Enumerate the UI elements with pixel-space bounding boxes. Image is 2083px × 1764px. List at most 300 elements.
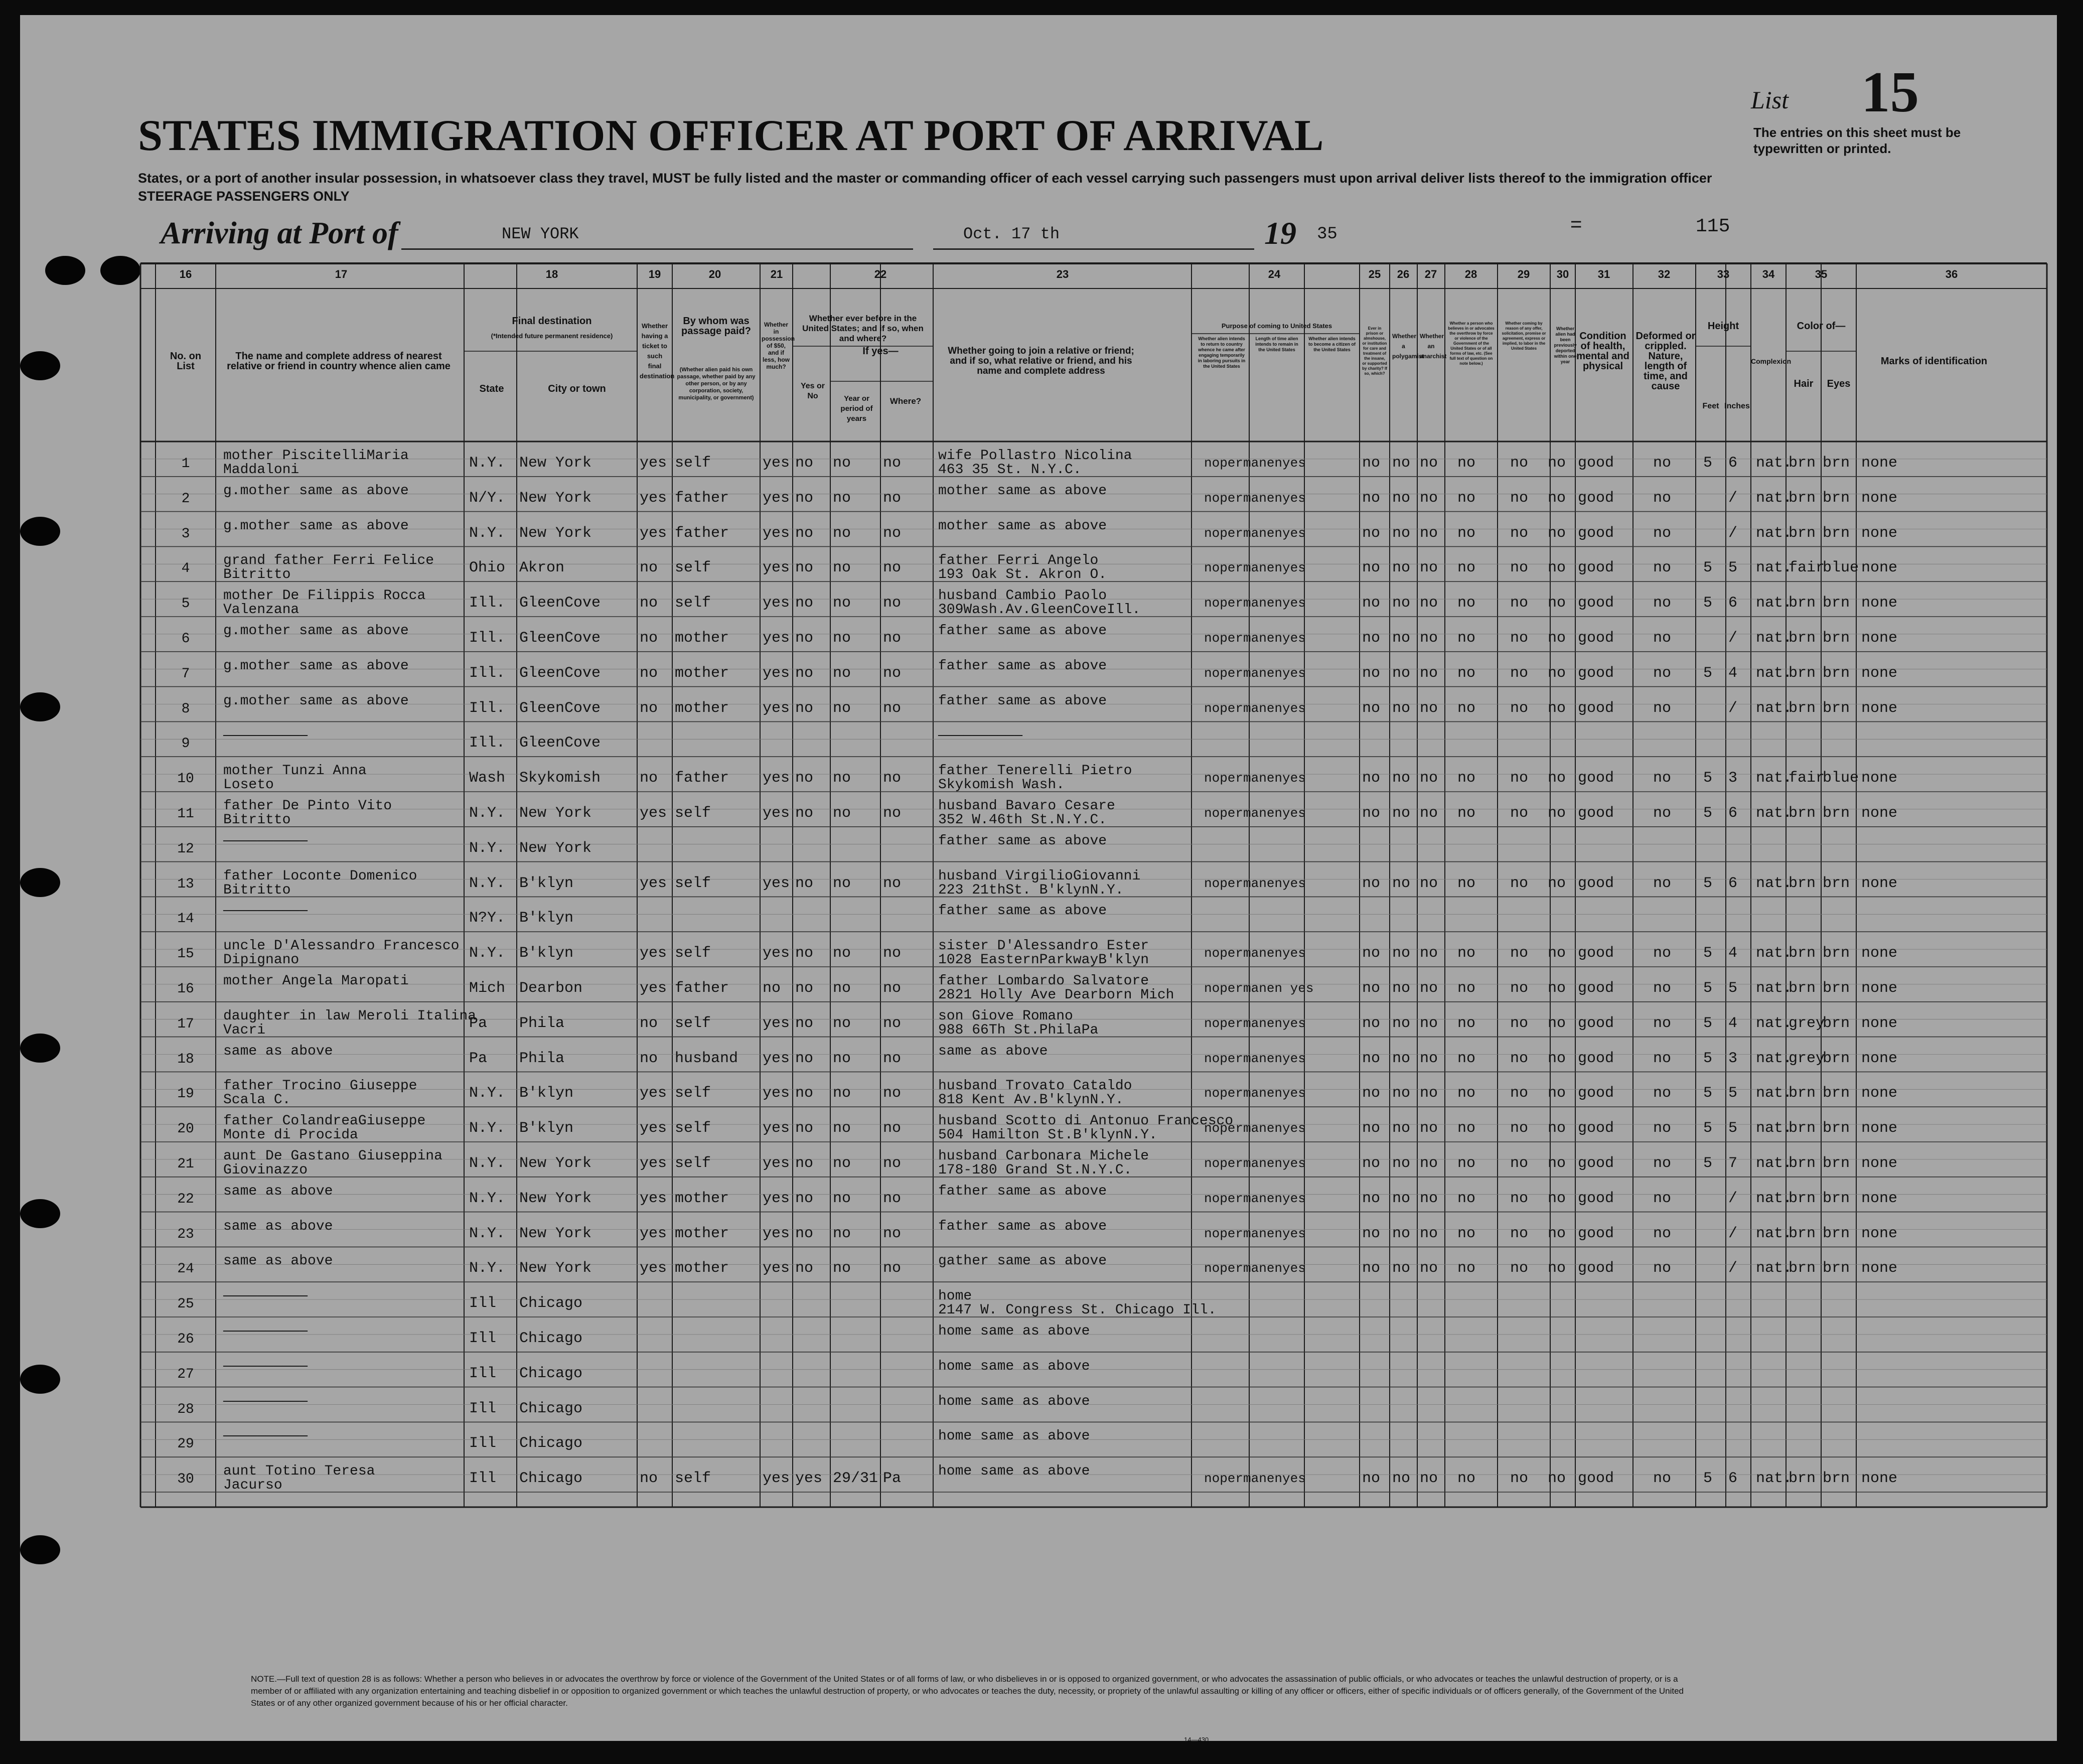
column-number: 17 (335, 268, 348, 280)
cell-c26: no (1392, 1085, 1411, 1102)
cell-c27: no (1420, 699, 1438, 717)
cell-deform: no (1653, 524, 1672, 542)
cell-state: Ill. (469, 699, 506, 717)
cell-c25: no (1362, 454, 1381, 472)
cell-c29: no (1510, 595, 1529, 612)
cell-period: no (833, 595, 851, 612)
cell-c28: no (1457, 1225, 1476, 1242)
cell-c29: no (1510, 1050, 1529, 1067)
cell-paid: self (675, 1120, 711, 1137)
cell-c28: no (1457, 945, 1476, 962)
cell-city: New York (519, 1260, 592, 1277)
sheet-number: 115 (1696, 216, 1730, 237)
header-final-destination: Final destination (512, 316, 592, 327)
cell-state: Ill. (469, 664, 506, 682)
cell-c25: no (1362, 1225, 1381, 1242)
cell-c25: no (1362, 559, 1381, 577)
cell-joining: father same as above (938, 903, 1107, 919)
cell-health: good (1578, 1260, 1614, 1277)
header-purpose-a: Whether alien intends to return to country whence he came after engaging temporarily in laboring pursuits in the United States (1198, 336, 1246, 369)
cell-complexion: nat. (1756, 1154, 1793, 1172)
cell-period: no (833, 945, 851, 962)
cell-before: no (795, 1085, 814, 1102)
document-title: STATES IMMIGRATION OFFICER AT PORT OF ARRIVAL (138, 111, 1324, 160)
cell-inches: / (1728, 1260, 1738, 1277)
cell-where: no (883, 1050, 902, 1067)
cell-health: good (1578, 770, 1614, 787)
cell-c28: no (1457, 1190, 1476, 1207)
cell-hair: brn (1789, 945, 1816, 962)
cell-marks: none (1861, 629, 1898, 647)
cell-city: GleenCove (519, 664, 601, 682)
cell-c27: no (1420, 804, 1438, 822)
cell-inches: 5 (1728, 979, 1738, 997)
cell-paid: self (675, 804, 711, 822)
row-number: 4 (181, 561, 190, 577)
cell-relative: mother Angela Maropati (223, 973, 409, 989)
cell-period: no (833, 1260, 851, 1277)
cell-health: good (1578, 454, 1614, 472)
cell-period: no (833, 1085, 851, 1102)
cell-paid: self (675, 1085, 711, 1102)
cell-city: Chicago (519, 1435, 583, 1452)
cell-paid: father (675, 979, 729, 997)
header-where: Where? (889, 396, 922, 406)
list-number: 15 (1861, 60, 1919, 124)
cell-purpose: nopermanenyes (1204, 1191, 1306, 1206)
cell-c30: no (1548, 1225, 1566, 1242)
cell-health: good (1578, 945, 1614, 962)
cell-feet: 5 (1703, 664, 1713, 682)
cell-eyes: brn (1823, 1225, 1850, 1242)
cell-deform: no (1653, 770, 1672, 787)
cell-joining: home same as above (938, 1463, 1090, 1480)
cell-purpose: nopermanenyes (1204, 805, 1306, 821)
cell-state: Ill. (469, 734, 506, 752)
cell-city: Chicago (519, 1470, 583, 1488)
cell-c29: no (1510, 699, 1529, 717)
cell-where: no (883, 979, 902, 997)
cell-ticket: yes (640, 1190, 667, 1207)
cell-joining: mother same as above (938, 518, 1107, 534)
cell-marks: none (1861, 664, 1898, 682)
cell-purpose: nopermanenyes (1204, 1226, 1306, 1241)
header-city: City or town (548, 383, 606, 394)
column-number: 34 (1762, 268, 1775, 280)
cell-paid: father (675, 524, 729, 542)
header-before: Whether ever before in the United States; and if so, when and where? (802, 314, 924, 343)
cell-c25: no (1362, 979, 1381, 997)
cell-complexion: nat. (1756, 559, 1793, 577)
cell-relative: —————————— (223, 833, 308, 849)
cell-c25: no (1362, 770, 1381, 787)
cell-joining: father same as above (938, 623, 1107, 639)
cell-eyes: brn (1823, 874, 1850, 892)
header-state: State (479, 383, 504, 394)
cell-poss: yes (763, 804, 790, 822)
cell-city: Dearbon (519, 979, 583, 997)
cell-deform: no (1653, 945, 1672, 962)
cell-joining: husband Scotto di Antonuo Francesco (938, 1113, 1234, 1129)
cell-poss: yes (763, 1050, 790, 1067)
cell-marks: none (1861, 945, 1898, 962)
cell-relative: mother De Filippis Rocca (223, 588, 426, 604)
cell-relative2: Scala C. (223, 1092, 291, 1108)
cell-feet: 5 (1703, 1014, 1713, 1032)
cell-eyes: brn (1823, 1154, 1850, 1172)
cell-where: no (883, 664, 902, 682)
cell-c30: no (1548, 699, 1566, 717)
header-relative: The name and complete address of nearest relative or friend in country whence alien came (227, 351, 451, 372)
cell-ticket: no (640, 664, 658, 682)
cell-hair: brn (1789, 1190, 1816, 1207)
cell-eyes: brn (1823, 664, 1850, 682)
cell-joining: father same as above (938, 693, 1107, 709)
cell-poss: yes (763, 595, 790, 612)
cell-health: good (1578, 629, 1614, 647)
cell-city: B'klyn (519, 1120, 574, 1137)
cell-state: N.Y. (469, 1154, 506, 1172)
cell-inches: 6 (1728, 874, 1738, 892)
cell-c29: no (1510, 454, 1529, 472)
cell-relative: —————————— (223, 1393, 308, 1409)
cell-state: Ill (469, 1295, 497, 1312)
cell-relative: daughter in law Meroli Italina (223, 1008, 477, 1024)
cell-paid: self (675, 1154, 711, 1172)
cell-joining: gather same as above (938, 1253, 1107, 1269)
header-yes-no: Yes or No (800, 382, 825, 400)
cell-feet: 5 (1703, 945, 1713, 962)
cell-inches: 6 (1728, 595, 1738, 612)
cell-paid: self (675, 454, 711, 472)
column-number: 35 (1815, 268, 1828, 280)
cell-c29: no (1510, 1085, 1529, 1102)
cell-where: no (883, 595, 902, 612)
cell-complexion: nat. (1756, 1085, 1793, 1102)
cell-inches: 3 (1728, 1050, 1738, 1067)
cell-marks: none (1861, 1014, 1898, 1032)
cell-marks: none (1861, 559, 1898, 577)
cell-relative: g.mother same as above (223, 483, 409, 499)
cell-state: Mich (469, 979, 506, 997)
cell-joining2: 352 W.46th St.N.Y.C. (938, 812, 1107, 828)
header-purpose: Purpose of coming to United States (1221, 322, 1332, 330)
cell-c25: no (1362, 1014, 1381, 1032)
cell-c28: no (1457, 770, 1476, 787)
cell-purpose: nopermanenyes (1204, 665, 1306, 681)
row-number: 29 (177, 1436, 194, 1452)
row-number: 23 (177, 1226, 194, 1242)
cell-before: no (795, 664, 814, 682)
cell-c27: no (1420, 1225, 1438, 1242)
cell-deform: no (1653, 489, 1672, 507)
cell-relative: father ColandreaGiuseppe (223, 1113, 426, 1129)
row-number: 25 (177, 1296, 194, 1312)
cell-c27: no (1420, 524, 1438, 542)
cell-c25: no (1362, 1190, 1381, 1207)
cell-complexion: nat. (1756, 874, 1793, 892)
row-number: 5 (181, 596, 190, 612)
cell-marks: none (1861, 595, 1898, 612)
cell-hair: brn (1789, 804, 1816, 822)
cell-period: no (833, 629, 851, 647)
cell-relative: father De Pinto Vito (223, 798, 392, 814)
cell-inches: / (1728, 1190, 1738, 1207)
cell-city: GleenCove (519, 699, 601, 717)
cell-c27: no (1420, 1120, 1438, 1137)
cell-complexion: nat. (1756, 1225, 1793, 1242)
cell-where: no (883, 489, 902, 507)
cell-complexion: nat. (1756, 629, 1793, 647)
row-number: 19 (177, 1086, 194, 1102)
row-number: 3 (181, 526, 190, 542)
cell-where: no (883, 804, 902, 822)
cell-joining: father Lombardo Salvatore (938, 973, 1149, 989)
cell-c30: no (1548, 1260, 1566, 1277)
cell-relative2: Bitritto (223, 882, 291, 898)
cell-deform: no (1653, 664, 1672, 682)
cell-health: good (1578, 1225, 1614, 1242)
cell-c29: no (1510, 770, 1529, 787)
cell-eyes: brn (1823, 699, 1850, 717)
cell-before: no (795, 1225, 814, 1242)
arriving-label: Arriving at Port of (161, 216, 398, 250)
cell-c26: no (1392, 1190, 1411, 1207)
cell-c26: no (1392, 1120, 1411, 1137)
cell-c27: no (1420, 1470, 1438, 1488)
cell-relative: grand father Ferri Felice (223, 553, 434, 569)
cell-purpose: nopermanenyes (1204, 490, 1306, 506)
cell-c27: no (1420, 489, 1438, 507)
cell-marks: none (1861, 804, 1898, 822)
cell-purpose: nopermanen yes (1204, 980, 1314, 996)
cell-c26: no (1392, 664, 1411, 682)
cell-eyes: brn (1823, 454, 1850, 472)
cell-before: yes (795, 1470, 823, 1488)
cell-c29: no (1510, 1470, 1529, 1488)
column-number: 20 (708, 268, 721, 280)
cell-c26: no (1392, 1470, 1411, 1488)
cell-ticket: no (640, 595, 658, 612)
cell-paid: self (675, 945, 711, 962)
cell-city: Phila (519, 1014, 565, 1032)
header-ticket: Whether having a ticket to such final destination (640, 322, 675, 380)
cell-marks: none (1861, 1050, 1898, 1067)
cell-relative: father Trocino Giuseppe (223, 1078, 417, 1094)
cell-period: no (833, 1120, 851, 1137)
cell-state: N.Y. (469, 804, 506, 822)
year-prefix: 19 (1264, 215, 1296, 251)
cell-state: N.Y. (469, 839, 506, 857)
cell-feet: 5 (1703, 804, 1713, 822)
cell-joining: father same as above (938, 1218, 1107, 1234)
cell-health: good (1578, 1014, 1614, 1032)
cell-c28: no (1457, 454, 1476, 472)
cell-eyes: brn (1823, 524, 1850, 542)
row-number: 22 (177, 1191, 194, 1207)
cell-eyes: brn (1823, 489, 1850, 507)
cell-paid: self (675, 874, 711, 892)
cell-c26: no (1392, 524, 1411, 542)
cell-city: Chicago (519, 1400, 583, 1417)
cell-deform: no (1653, 699, 1672, 717)
cell-purpose: nopermanenyes (1204, 1051, 1306, 1066)
cell-hair: brn (1789, 1120, 1816, 1137)
cell-inches: 5 (1728, 559, 1738, 577)
cell-purpose: nopermanenyes (1204, 771, 1306, 786)
row-number: 27 (177, 1366, 194, 1382)
cell-c28: no (1457, 559, 1476, 577)
cell-inches: / (1728, 699, 1738, 717)
cell-c29: no (1510, 1154, 1529, 1172)
cell-c26: no (1392, 1225, 1411, 1242)
cell-joining: husband Trovato Cataldo (938, 1078, 1132, 1094)
cell-poss: yes (763, 1260, 790, 1277)
header-final-destination-note: (*Intended future permanent residence) (491, 332, 613, 340)
cell-c25: no (1362, 664, 1381, 682)
cell-ticket: no (640, 559, 658, 577)
cell-c29: no (1510, 1190, 1529, 1207)
cell-c28: no (1457, 1154, 1476, 1172)
cell-joining: wife Pollastro Nicolina (938, 448, 1132, 464)
cell-relative: aunt Totino Teresa (223, 1463, 375, 1480)
cell-purpose: nopermanenyes (1204, 1086, 1306, 1101)
cell-ticket: yes (640, 1085, 667, 1102)
header-deformed: Deformed or crippled. Nature, length of time, and cause (1635, 331, 1696, 392)
cell-where: no (883, 1190, 902, 1207)
cell-city: Akron (519, 559, 565, 577)
cell-inches: 6 (1728, 1470, 1738, 1488)
row-number: 7 (181, 666, 190, 682)
cell-purpose: nopermanenyes (1204, 455, 1306, 471)
column-number: 32 (1658, 268, 1671, 280)
cell-where: no (883, 945, 902, 962)
cell-c29: no (1510, 1225, 1529, 1242)
cell-paid: mother (675, 1260, 729, 1277)
cell-where: no (883, 1120, 902, 1137)
cell-c30: no (1548, 1154, 1566, 1172)
cell-c30: no (1548, 804, 1566, 822)
cell-inches: / (1728, 524, 1738, 542)
cell-paid: mother (675, 1190, 729, 1207)
cell-period: 29/31 (833, 1470, 878, 1488)
cell-deform: no (1653, 804, 1672, 822)
cell-before: no (795, 559, 814, 577)
cell-complexion: nat. (1756, 1190, 1793, 1207)
cell-period: no (833, 524, 851, 542)
cell-c27: no (1420, 664, 1438, 682)
cell-ticket: yes (640, 454, 667, 472)
cell-c30: no (1548, 524, 1566, 542)
column-number: 36 (1945, 268, 1958, 280)
cell-ticket: no (640, 629, 658, 647)
cell-purpose: nopermanenyes (1204, 875, 1306, 891)
cell-health: good (1578, 699, 1614, 717)
cell-before: no (795, 1050, 814, 1067)
cell-relative: —————————— (223, 1288, 308, 1304)
cell-health: good (1578, 1085, 1614, 1102)
column-number: 28 (1464, 268, 1477, 280)
cell-hair: grey (1789, 1014, 1825, 1032)
header-complexion: Complexion (1751, 357, 1792, 365)
column-number: 22 (874, 268, 887, 280)
cell-c26: no (1392, 595, 1411, 612)
cell-paid: father (675, 770, 729, 787)
year-suffix: 35 (1317, 225, 1337, 244)
cell-where: Pa (883, 1470, 902, 1488)
cell-c28: no (1457, 1014, 1476, 1032)
cell-before: no (795, 1190, 814, 1207)
cell-inches: / (1728, 629, 1738, 647)
header-purpose-b: Length of time alien intends to remain in the United States (1255, 336, 1298, 352)
cell-c27: no (1420, 979, 1438, 997)
cell-ticket: yes (640, 524, 667, 542)
cell-joining: husband Cambio Paolo (938, 588, 1107, 604)
cell-complexion: nat. (1756, 1014, 1793, 1032)
cell-joining: home same as above (938, 1393, 1090, 1409)
cell-ticket: yes (640, 1120, 667, 1137)
cell-state: Ill (469, 1365, 497, 1382)
cell-paid: mother (675, 699, 729, 717)
column-number: 24 (1268, 268, 1281, 280)
cell-state: Wash (469, 770, 506, 787)
cell-c25: no (1362, 874, 1381, 892)
cell-where: no (883, 874, 902, 892)
cell-before: no (795, 699, 814, 717)
cell-purpose: nopermanenyes (1204, 596, 1306, 611)
cell-where: no (883, 1260, 902, 1277)
cell-relative2: Dipignano (223, 952, 300, 968)
cell-c30: no (1548, 945, 1566, 962)
row-number: 20 (177, 1121, 194, 1137)
row-number: 9 (181, 736, 190, 752)
cell-city: New York (519, 454, 592, 472)
cell-marks: none (1861, 524, 1898, 542)
cell-deform: no (1653, 1154, 1672, 1172)
cell-joining2: 988 66Th St.PhilaPa (938, 1022, 1099, 1038)
cell-state: N.Y. (469, 1190, 506, 1207)
cell-poss: yes (763, 1085, 790, 1102)
cell-joining: father same as above (938, 658, 1107, 674)
cell-relative: same as above (223, 1183, 333, 1199)
column-number: 31 (1597, 268, 1610, 280)
cell-before: no (795, 979, 814, 997)
cell-complexion: nat. (1756, 1260, 1793, 1277)
cell-c27: no (1420, 629, 1438, 647)
column-number: 33 (1717, 268, 1730, 280)
cell-c30: no (1548, 489, 1566, 507)
cell-poss: yes (763, 1154, 790, 1172)
cell-before: no (795, 595, 814, 612)
cell-city: New York (519, 804, 592, 822)
cell-period: no (833, 1154, 851, 1172)
row-number: 10 (177, 771, 194, 787)
cell-purpose: nopermanenyes (1204, 560, 1306, 576)
cell-ticket: yes (640, 804, 667, 822)
cell-ticket: yes (640, 489, 667, 507)
cell-hair: brn (1789, 699, 1816, 717)
header-eyes: Eyes (1827, 378, 1851, 389)
cell-deform: no (1653, 1260, 1672, 1277)
cell-eyes: blue (1823, 770, 1859, 787)
cell-period: no (833, 770, 851, 787)
cell-c29: no (1510, 874, 1529, 892)
cell-where: no (883, 1225, 902, 1242)
cell-relative: —————————— (223, 1428, 308, 1444)
cell-c27: no (1420, 1260, 1438, 1277)
cell-c25: no (1362, 1260, 1381, 1277)
cell-joining: father Tenerelli Pietro (938, 763, 1132, 779)
